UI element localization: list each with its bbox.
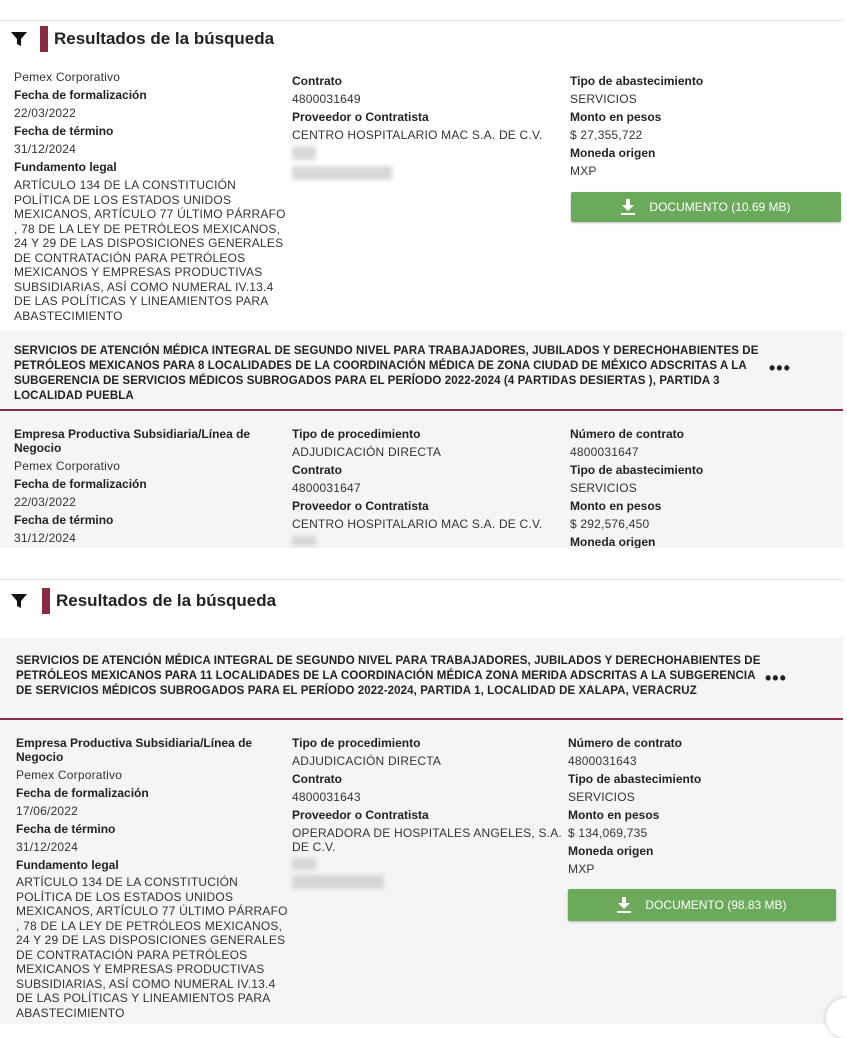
fecha-formalizacion-value: 22/03/2022 — [14, 106, 77, 120]
contrato-value: 4800031643 — [292, 790, 361, 804]
empresa-label: Empresa Productiva Subsidiaria/Línea de Negocio — [16, 736, 253, 764]
fecha-formalizacion-label: Fecha de formalización — [14, 88, 147, 102]
fundamento-label: Fundamento legal — [16, 858, 119, 872]
contrato-value: 4800031647 — [292, 481, 361, 495]
company-value: Pemex Corporativo — [16, 768, 123, 782]
monto-value: $ 292,576,450 — [570, 517, 650, 531]
result-card — [0, 638, 843, 1024]
monto-label: Monto en pesos — [568, 808, 660, 822]
more-options-icon[interactable]: ••• — [765, 668, 787, 688]
contrato-label: Contrato — [292, 74, 342, 88]
top-divider — [0, 579, 843, 580]
more-options-icon[interactable]: ••• — [769, 358, 791, 378]
fecha-formalizacion-value: 17/06/2022 — [16, 804, 79, 818]
page-title: Resultados de la búsqueda — [54, 29, 275, 48]
monto-value: $ 27,355,722 — [570, 128, 643, 142]
redacted-text — [292, 536, 316, 546]
proveedor-label: Proveedor o Contratista — [292, 808, 429, 822]
download-document-button[interactable] — [571, 192, 841, 222]
redacted-text — [292, 875, 384, 889]
tipo-abastecimiento-label: Tipo de abastecimiento — [570, 463, 704, 477]
header-accent-bar — [42, 588, 50, 614]
company-value: Pemex Corporativo — [14, 70, 121, 84]
contrato-label: Contrato — [292, 463, 342, 477]
fecha-termino-label: Fecha de término — [14, 513, 114, 527]
fecha-formalizacion-label: Fecha de formalización — [16, 786, 149, 800]
moneda-value: MXP — [568, 862, 595, 876]
moneda-label: Moneda origen — [568, 844, 654, 858]
fecha-formalizacion-label: Fecha de formalización — [14, 477, 147, 491]
proveedor-value: CENTRO HOSPITALARIO MAC S.A. DE C.V. — [292, 128, 543, 142]
fecha-termino-label: Fecha de término — [16, 822, 116, 836]
proveedor-label: Proveedor o Contratista — [292, 499, 429, 513]
top-divider — [0, 20, 843, 21]
download-icon — [621, 199, 635, 215]
proveedor-label: Proveedor o Contratista — [292, 110, 429, 124]
empresa-label: Empresa Productiva Subsidiaria/Línea de Negocio — [14, 427, 251, 455]
company-value: Pemex Corporativo — [14, 459, 121, 473]
fundamento-value: ARTÍCULO 134 DE LA CONSTITUCIÓN POLÍTICA DE LOS ESTADOS UNIDOS MEXICANOS, ARTÍCULO 77 ÚLTIMO PÁRRAFO , 78 DE LA LEY DE PETRÓLEOS MEXICANOS, 24 Y 29 DE LAS DISPOSICIONES GENERALES DE CONTRATACIÓN PARA PETRÓLEOS MEXICANOS Y EMPRESAS PRODUCTIVAS SUBSIDIARIAS, ASÍ COMO NUMERAL IV.13.4 DE LAS POLÍTICAS Y LINEAMIENTOS PARA ABASTECIMIENTO — [16, 875, 288, 1020]
numero-contrato-value: 4800031643 — [568, 754, 637, 768]
card-description: SERVICIOS DE ATENCIÓN MÉDICA INTEGRAL DE SEGUNDO NIVEL PARA TRABAJADORES, JUBILADOS Y DERECHOHABIENTES DE PETRÓLEOS MEXICANOS PARA 8 LOCALIDADES DE LA COORDINACIÓN MÉDICA DE ZONA CIUDAD DE MÉXICO ADSCRITAS A LA SUBGERENCIA DE SERVICIOS MÉDICOS SUBROGADOS PARA EL PERÍODO 2022-2024 (4 PARTIDAS DESIERTAS ), PARTIDA 3 LOCALIDAD PUEBLA — [14, 345, 759, 402]
tipo-procedimiento-value: ADJUDICACIÓN DIRECTA — [292, 754, 442, 768]
moneda-label: Moneda origen — [570, 146, 656, 160]
tipo-abastecimiento-value: SERVICIOS — [570, 92, 637, 106]
card-divider — [0, 718, 843, 720]
fecha-termino-value: 31/12/2024 — [16, 840, 79, 854]
card-description: SERVICIOS DE ATENCIÓN MÉDICA INTEGRAL DE SEGUNDO NIVEL PARA TRABAJADORES, JUBILADOS Y DERECHOHABIENTES DE PETRÓLEOS MEXICANOS PARA 11 LOCALIDADES DE LA COORDINACIÓN MÉDICA ZONA MERIDA ADSCRITAS A LA SUBGERENCIA DE SERVICIOS MÉDICOS SUBROGADOS PARA EL PERÍODO 2022-2024, PARTIDA 1, LOCALIDAD DE XALAPA, VERACRUZ — [16, 655, 761, 697]
download-button-label: DOCUMENTO (10.69 MB) — [649, 200, 791, 214]
redacted-text — [292, 166, 392, 180]
tipo-procedimiento-label: Tipo de procedimiento — [292, 427, 421, 441]
filter-icon[interactable] — [10, 592, 28, 610]
tipo-procedimiento-value: ADJUDICACIÓN DIRECTA — [292, 445, 442, 459]
monto-label: Monto en pesos — [570, 110, 662, 124]
download-button-label: DOCUMENTO (98.83 MB) — [645, 898, 787, 912]
tipo-procedimiento-label: Tipo de procedimiento — [292, 736, 421, 750]
fundamento-value: ARTÍCULO 134 DE LA CONSTITUCIÓN POLÍTICA DE LOS ESTADOS UNIDOS MEXICANOS, ARTÍCULO 77 ÚLTIMO PÁRRAFO , 78 DE LA LEY DE PETRÓLEOS MEXICANOS, 24 Y 29 DE LAS DISPOSICIONES GENERALES DE CONTRATACIÓN PARA PETRÓLEOS MEXICANOS Y EMPRESAS PRODUCTIVAS SUBSIDIARIAS, ASÍ COMO NUMERAL IV.13.4 DE LAS POLÍTICAS Y LINEAMIENTOS PARA ABASTECIMIENTO — [14, 178, 286, 323]
tipo-abastecimiento-label: Tipo de abastecimiento — [568, 772, 702, 786]
result-card — [0, 330, 843, 548]
screenshot-gap — [0, 549, 847, 579]
redacted-text — [292, 146, 316, 160]
redacted-text — [292, 858, 316, 870]
page-title: Resultados de la búsqueda — [56, 591, 277, 610]
numero-contrato-label: Número de contrato — [570, 427, 685, 441]
header-accent-bar — [40, 26, 48, 52]
fecha-termino-value: 31/12/2024 — [14, 531, 77, 545]
tipo-abastecimiento-value: SERVICIOS — [568, 790, 635, 804]
download-document-button[interactable] — [568, 889, 836, 921]
contrato-label: Contrato — [292, 772, 342, 786]
tipo-abastecimiento-value: SERVICIOS — [570, 481, 637, 495]
result-card — [0, 62, 843, 330]
fundamento-label: Fundamento legal — [14, 160, 117, 174]
download-icon — [617, 897, 631, 913]
monto-label: Monto en pesos — [570, 499, 662, 513]
numero-contrato-label: Número de contrato — [568, 736, 683, 750]
proveedor-value: CENTRO HOSPITALARIO MAC S.A. DE C.V. — [292, 517, 543, 531]
fecha-termino-label: Fecha de término — [14, 124, 114, 138]
tipo-abastecimiento-label: Tipo de abastecimiento — [570, 74, 704, 88]
moneda-label: Moneda origen — [570, 535, 656, 548]
fecha-termino-value: 31/12/2024 — [14, 142, 77, 156]
moneda-value: MXP — [570, 164, 597, 178]
monto-value: $ 134,069,735 — [568, 826, 648, 840]
card-divider — [0, 409, 843, 411]
proveedor-value: OPERADORA DE HOSPITALES ANGELES, S.A. DE C.V. — [292, 826, 562, 854]
fecha-formalizacion-value: 22/03/2022 — [14, 495, 77, 509]
filter-icon[interactable] — [10, 30, 28, 48]
contrato-value: 4800031649 — [292, 92, 361, 106]
numero-contrato-value: 4800031647 — [570, 445, 639, 459]
